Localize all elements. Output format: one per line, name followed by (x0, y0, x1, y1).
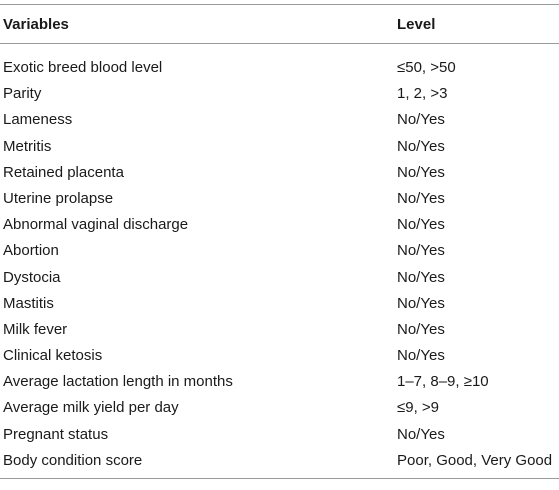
variable-cell: Pregnant status (3, 425, 109, 443)
variable-cell: Exotic breed blood level (3, 59, 163, 76)
header-level: Level (397, 16, 436, 33)
table-row (0, 187, 559, 213)
variable-cell: Milk fever (3, 320, 68, 338)
level-cell: No/Yes (397, 216, 445, 234)
level-cell: No/Yes (397, 294, 445, 312)
table-row (0, 135, 559, 161)
header-variables: Variables (3, 16, 69, 33)
level-cell: No/Yes (397, 189, 445, 207)
variable-cell: Metritis (3, 137, 52, 155)
table-row (0, 82, 559, 108)
level-cell: No/Yes (397, 111, 445, 129)
variable-cell: Average lactation length in months (3, 373, 233, 391)
table-row (0, 161, 559, 187)
level-cell: 1, 2, >3 (397, 85, 448, 103)
table-row (0, 56, 559, 82)
table-row (0, 318, 559, 344)
variable-cell: Dystocia (3, 268, 61, 286)
table-body (0, 56, 559, 475)
variable-cell: Abnormal vaginal discharge (3, 216, 189, 234)
table-bottom-rule (0, 478, 559, 479)
table-row (0, 370, 559, 396)
table-row (0, 292, 559, 318)
table-row (0, 239, 559, 265)
table-row (0, 344, 559, 370)
variable-cell: Retained placenta (3, 163, 124, 181)
table-row (0, 213, 559, 239)
level-cell: ≤50, >50 (397, 59, 456, 76)
variable-cell: Lameness (3, 111, 73, 129)
table-row (0, 396, 559, 422)
table-row (0, 108, 559, 134)
variable-cell: Abortion (3, 242, 59, 260)
level-cell: No/Yes (397, 425, 445, 443)
table-header-rule (0, 43, 559, 44)
level-cell: No/Yes (397, 137, 445, 155)
variable-cell: Average milk yield per day (3, 399, 179, 417)
level-cell: ≤9, >9 (397, 399, 440, 417)
level-cell: No/Yes (397, 347, 445, 365)
variable-cell: Body condition score (3, 451, 143, 469)
table-row (0, 266, 559, 292)
table-row (0, 449, 559, 475)
table-header-row (0, 4, 559, 43)
variable-cell: Mastitis (3, 294, 54, 312)
level-cell: 1–7, 8–9, ≥10 (397, 373, 489, 391)
variable-cell: Parity (3, 85, 42, 103)
variable-cell: Uterine prolapse (3, 189, 114, 207)
level-cell: No/Yes (397, 242, 445, 260)
level-cell: No/Yes (397, 163, 445, 181)
level-cell: No/Yes (397, 320, 445, 338)
variable-cell: Clinical ketosis (3, 347, 103, 365)
table-row (0, 423, 559, 449)
level-cell: Poor, Good, Very Good (397, 451, 553, 469)
level-cell: No/Yes (397, 268, 445, 286)
